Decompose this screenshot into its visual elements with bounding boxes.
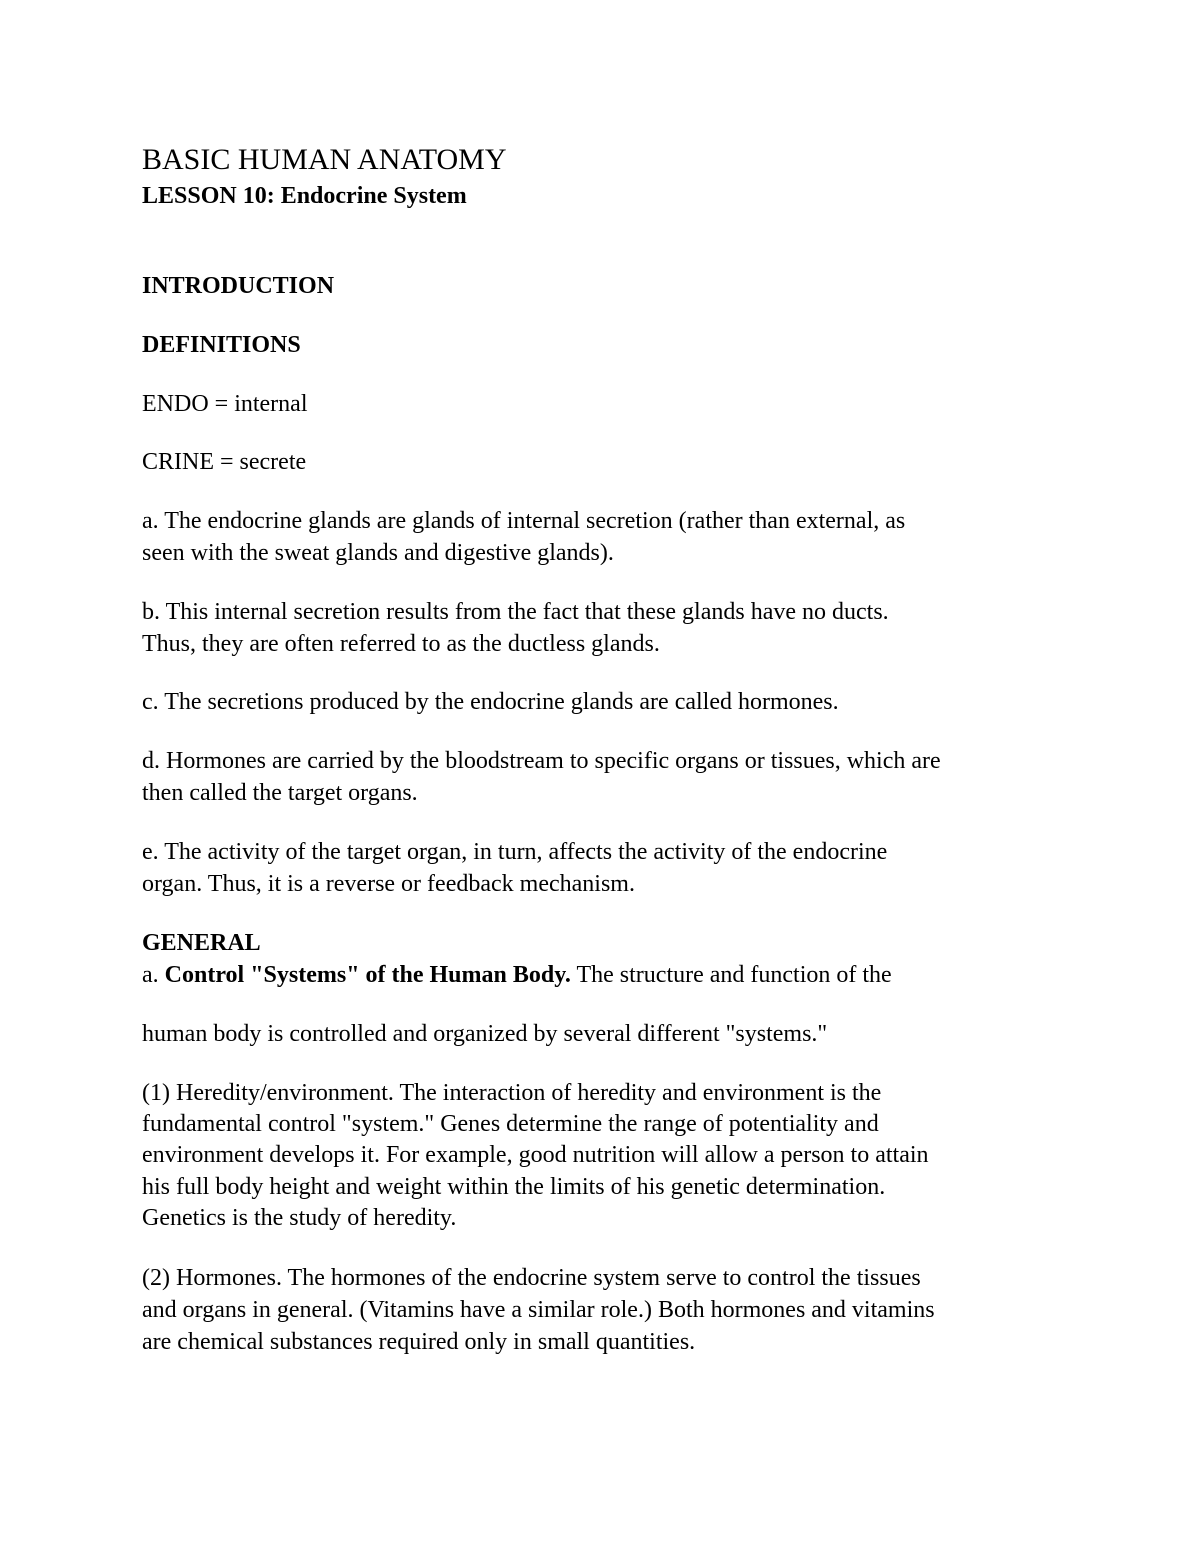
introduction-heading: INTRODUCTION [142,273,335,299]
paragraph-2-line: and organs in general. (Vitamins have a similar role.) Both hormones and vitamins [142,1297,935,1323]
definitions-heading: DEFINITIONS [142,332,301,358]
paragraph-a-line: a. The endocrine glands are glands of internal secretion (rather than external, as [142,508,906,534]
definition-crine: CRINE = secrete [142,449,307,475]
paragraph-d-line: then called the target organs. [142,780,418,806]
general-a-continuation: human body is controlled and organized by several different "systems." [142,1021,828,1047]
paragraph-a-line: seen with the sweat glands and digestive glands). [142,540,614,566]
general-a-line [142,960,892,990]
paragraph-1-line: Genetics is the study of heredity. [142,1205,457,1231]
definition-endo: ENDO = internal [142,391,308,417]
general-a-bold-heading: Control "Systems" of the Human Body. [164,962,571,988]
paragraph-c-line: c. The secretions produced by the endocrine glands are called hormones. [142,689,839,715]
paragraph-1-line: fundamental control "system." Genes determine the range of potentiality and [142,1111,879,1137]
lesson-subtitle: LESSON 10: Endocrine System [142,183,467,209]
paragraph-1-line: environment develops it. For example, good nutrition will allow a person to attain [142,1142,929,1168]
paragraph-d-line: d. Hormones are carried by the bloodstream to specific organs or tissues, which are [142,748,941,774]
paragraph-e-line: e. The activity of the target organ, in turn, affects the activity of the endocrine [142,839,888,865]
general-a-text: The structure and function of the [570,962,892,988]
paragraph-e-line: organ. Thus, it is a reverse or feedback mechanism. [142,871,635,897]
paragraph-1-line: (1) Heredity/environment. The interaction of heredity and environment is the [142,1080,882,1106]
paragraph-b-line: Thus, they are often referred to as the ductless glands. [142,631,660,657]
paragraph-b-line: b. This internal secretion results from the fact that these glands have no ducts. [142,599,889,625]
general-heading: GENERAL [142,930,261,956]
paragraph-2-line: (2) Hormones. The hormones of the endocrine system serve to control the tissues [142,1265,921,1291]
document-title: BASIC HUMAN ANATOMY [142,143,507,176]
general-a-prefix: a. [142,962,165,988]
paragraph-2-line: are chemical substances required only in small quantities. [142,1329,696,1355]
paragraph-1-line: his full body height and weight within the limits of his genetic determination. [142,1174,886,1200]
